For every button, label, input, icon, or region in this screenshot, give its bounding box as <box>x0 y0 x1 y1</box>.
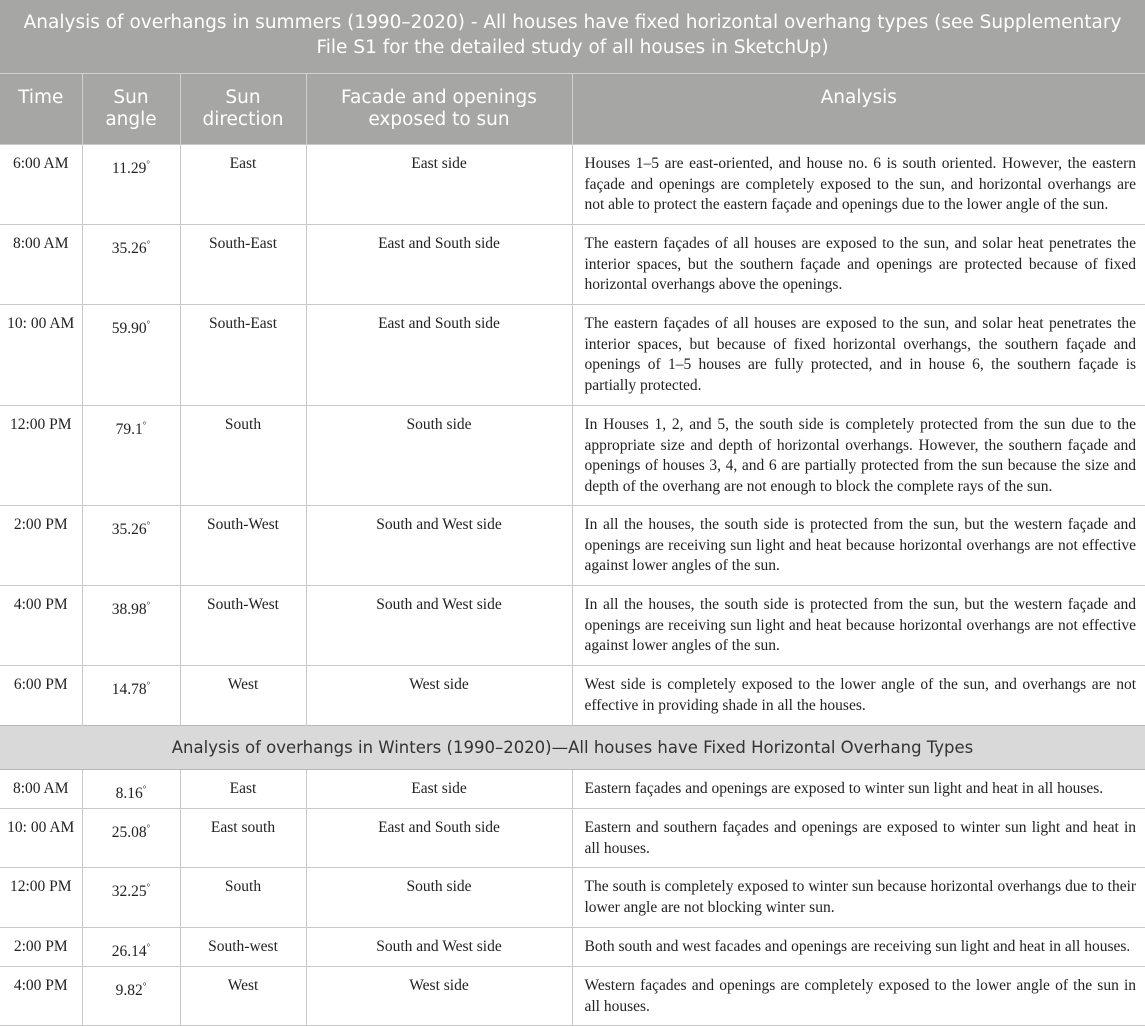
analysis-cell: In all the houses, the south side is protected from the sun, but the western façade and openings are receiving sun light and heat because horizontal overhangs are not effective against lower angles of the sun. <box>572 586 1145 666</box>
time-cell: 2:00 PM <box>0 928 82 967</box>
sun-angle-cell <box>82 770 180 809</box>
table-title: Analysis of overhangs in summers (1990–2020) - All houses have fixed horizontal overhang types (see Supplementary File S1 for the detailed study of all houses in SketchUp) <box>0 0 1145 74</box>
degree-symbol: ° <box>146 159 150 169</box>
sun-angle-cell <box>82 967 180 1026</box>
header-analysis: Analysis <box>572 74 1145 145</box>
time-cell: 10: 00 AM <box>0 305 82 406</box>
time-cell: 8:00 AM <box>0 225 82 305</box>
sun-direction-cell: East south <box>180 809 306 868</box>
facade-cell: East side <box>306 770 572 809</box>
time-cell: 12:00 PM <box>0 406 82 506</box>
sun-direction-cell: West <box>180 967 306 1026</box>
degree-symbol: ° <box>146 882 151 892</box>
table-row <box>0 225 1145 305</box>
sun-angle-value: 9.82 <box>115 982 143 999</box>
sun-angle-value: 25.08 <box>111 824 147 841</box>
analysis-cell: Western façades and openings are completely exposed to the lower angle of the sun in all houses. <box>572 967 1145 1026</box>
sun-direction-cell: South-West <box>180 506 306 586</box>
degree-symbol: ° <box>146 823 151 833</box>
header-sun-angle: Sun angle <box>82 74 180 145</box>
table-row <box>0 406 1145 506</box>
sun-angle-value: 79.1 <box>115 421 143 438</box>
header-sun-direction: Sun direction <box>180 74 306 145</box>
table-row <box>0 928 1145 967</box>
sun-angle-value: 14.78 <box>111 681 147 698</box>
sun-angle-value: 32.25 <box>111 883 147 900</box>
winter-section-title: Analysis of overhangs in Winters (1990–2020)—All houses have Fixed Horizontal Overhang Types <box>0 726 1145 770</box>
table-row <box>0 967 1145 1026</box>
degree-symbol: ° <box>146 600 151 610</box>
degree-symbol: ° <box>146 942 151 952</box>
sun-angle-value: 26.14 <box>111 943 147 960</box>
table-row <box>0 868 1145 928</box>
facade-cell: South and West side <box>306 506 572 586</box>
time-cell: 6:00 AM <box>0 145 82 225</box>
sun-angle-cell <box>82 868 180 928</box>
sun-direction-cell: South-West <box>180 586 306 666</box>
sun-direction-cell: East <box>180 770 306 809</box>
sun-angle-cell <box>82 928 180 967</box>
facade-cell: East and South side <box>306 225 572 305</box>
analysis-cell: West side is completely exposed to the lower angle of the sun, and overhangs are not effective in providing shade in all the houses. <box>572 666 1145 726</box>
sun-angle-value: 11.29 <box>112 160 147 177</box>
facade-cell: South side <box>306 406 572 506</box>
time-cell: 4:00 PM <box>0 967 82 1026</box>
analysis-cell: Eastern façades and openings are exposed to winter sun light and heat in all houses. <box>572 770 1145 809</box>
sun-direction-cell: South <box>180 406 306 506</box>
table-row <box>0 305 1145 406</box>
facade-cell: East and South side <box>306 305 572 406</box>
degree-symbol: ° <box>146 520 151 530</box>
sun-angle-value: 35.26 <box>111 240 147 257</box>
sun-direction-cell: South <box>180 868 306 928</box>
sun-direction-cell: South-East <box>180 305 306 406</box>
sun-angle-cell <box>82 225 180 305</box>
degree-symbol: ° <box>142 784 147 794</box>
sun-direction-cell: South-East <box>180 225 306 305</box>
time-cell: 4:00 PM <box>0 586 82 666</box>
analysis-cell: In Houses 1, 2, and 5, the south side is completely protected from the sun due to the appropriate size and depth of horizontal overhangs. However, the southern façade and openings of houses 3, 4, and 6 are partially protected from the sun because the size and depth of the overhang are not enough to block the complete rays of the sun. <box>572 406 1145 506</box>
analysis-cell: Eastern and southern façades and openings are exposed to winter sun light and heat in all houses. <box>572 809 1145 868</box>
analysis-cell: Both south and west facades and openings are receiving sun light and heat in all houses. <box>572 928 1145 967</box>
sun-angle-cell <box>82 666 180 726</box>
sun-angle-value: 8.16 <box>115 785 143 802</box>
sun-angle-cell <box>82 506 180 586</box>
time-cell: 8:00 AM <box>0 770 82 809</box>
facade-cell: South and West side <box>306 586 572 666</box>
facade-cell: West side <box>306 967 572 1026</box>
degree-symbol: ° <box>146 319 151 329</box>
winter-section <box>0 770 1145 1026</box>
facade-cell: West side <box>306 666 572 726</box>
facade-cell: South and West side <box>306 928 572 967</box>
sun-angle-cell <box>82 406 180 506</box>
sun-angle-value: 59.90 <box>111 320 147 337</box>
degree-symbol: ° <box>142 981 147 991</box>
sun-angle-cell <box>82 586 180 666</box>
analysis-cell: Houses 1–5 are east-oriented, and house no. 6 is south oriented. However, the eastern façade and openings are completely exposed to the sun, and horizontal overhangs are not able to protect the eastern façade and openings due to the lower angle of the sun. <box>572 145 1145 225</box>
header-time: Time <box>0 74 82 145</box>
sun-angle-value: 38.98 <box>111 601 147 618</box>
header-facade: Facade and openings exposed to sun <box>306 74 572 145</box>
time-cell: 12:00 PM <box>0 868 82 928</box>
analysis-cell: The south is completely exposed to winter sun because horizontal overhangs due to their lower angle are not blocking winter sun. <box>572 868 1145 928</box>
sun-angle-cell <box>82 305 180 406</box>
sun-angle-cell <box>82 145 180 225</box>
sun-angle-value: 35.26 <box>111 521 147 538</box>
analysis-cell: The eastern façades of all houses are exposed to the sun, and solar heat penetrates the interior spaces, but the southern façade and openings are protected because of fixed horizontal overhangs above the openings. <box>572 225 1145 305</box>
degree-symbol: ° <box>142 420 147 430</box>
analysis-cell: The eastern façades of all houses are exposed to the sun, and solar heat penetrates the interior spaces, but because of fixed horizontal overhangs, the southern façade and openings of 1–5 houses are fully protected, and in house 6, the southern façade is partially protected. <box>572 305 1145 406</box>
table-row <box>0 586 1145 666</box>
facade-cell: East side <box>306 145 572 225</box>
degree-symbol: ° <box>146 680 151 690</box>
table-row <box>0 770 1145 809</box>
analysis-cell: In all the houses, the south side is protected from the sun, but the western façade and openings are receiving sun light and heat because horizontal overhangs are not effective against lower angles of the sun. <box>572 506 1145 586</box>
time-cell: 10: 00 AM <box>0 809 82 868</box>
sun-direction-cell: West <box>180 666 306 726</box>
sun-direction-cell: East <box>180 145 306 225</box>
table-row <box>0 506 1145 586</box>
time-cell: 2:00 PM <box>0 506 82 586</box>
facade-cell: East and South side <box>306 809 572 868</box>
summer-section <box>0 145 1145 726</box>
table-row <box>0 145 1145 225</box>
degree-symbol: ° <box>146 239 151 249</box>
table-row <box>0 809 1145 868</box>
table-row <box>0 666 1145 726</box>
sun-angle-cell <box>82 809 180 868</box>
facade-cell: South side <box>306 868 572 928</box>
time-cell: 6:00 PM <box>0 666 82 726</box>
sun-direction-cell: South-west <box>180 928 306 967</box>
